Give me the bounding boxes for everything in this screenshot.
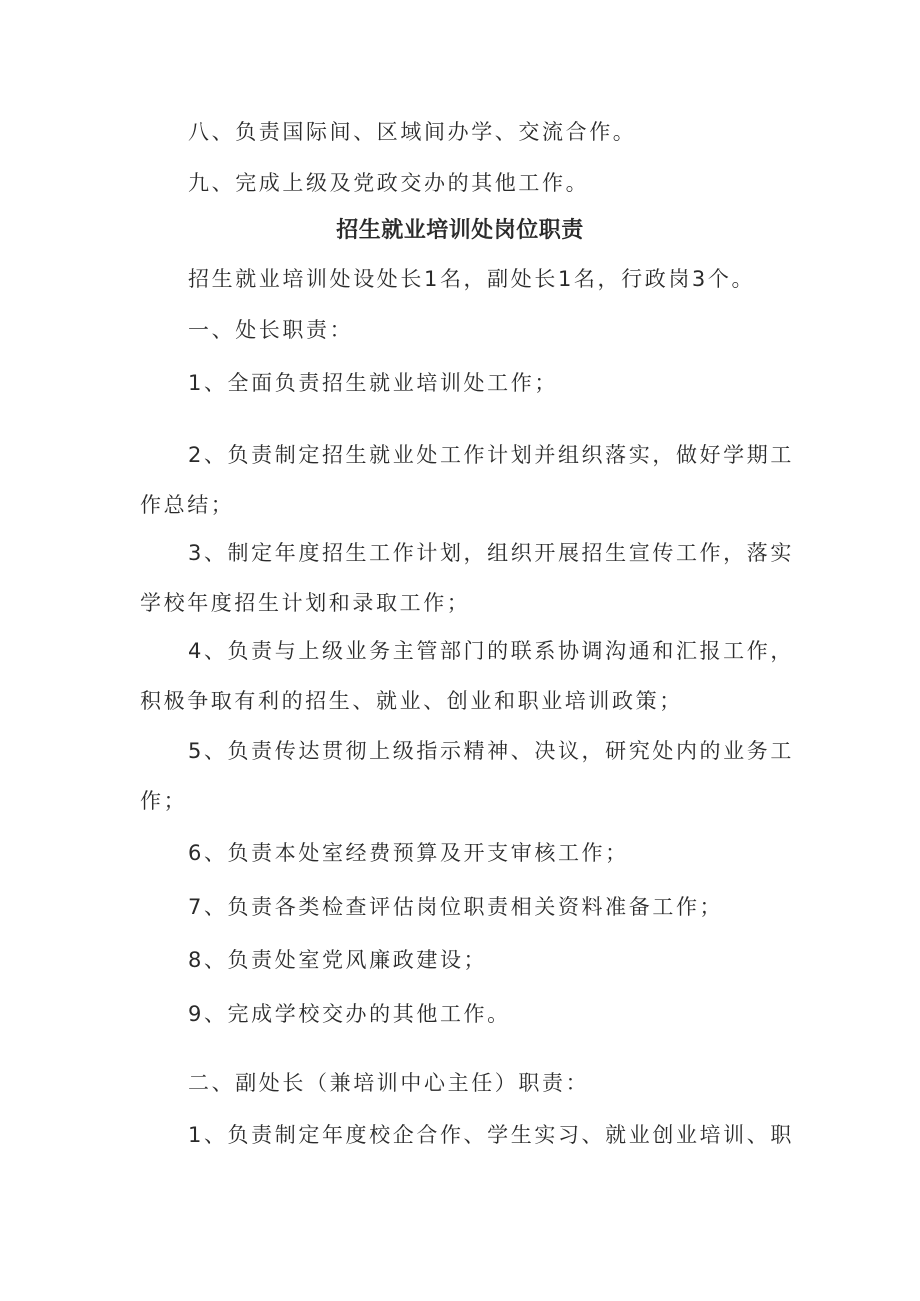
paragraph-item-9: 九、完成上级及党政交办的其他工作。: [188, 171, 590, 195]
director-duty-2-cont: 作总结；: [140, 493, 235, 517]
director-duty-7: 7、负责各类检查评估岗位职责相关资料准备工作；: [188, 895, 724, 919]
director-duty-2: 2、负责制定招生就业处工作计划并组织落实，做好学期工: [188, 443, 794, 467]
director-duty-3-cont: 学校年度招生计划和录取工作；: [140, 591, 471, 615]
director-duty-6: 6、负责本处室经费预算及开支审核工作；: [188, 841, 629, 865]
director-duty-5-cont: 作；: [140, 789, 188, 813]
director-duty-5: 5、负责传达贯彻上级指示精神、决议，研究处内的业务工: [188, 739, 794, 763]
director-duty-1: 1、全面负责招生就业培训处工作；: [188, 371, 558, 395]
staffing-summary: 招生就业培训处设处长1名，副处长1名，行政岗3个。: [188, 267, 756, 291]
director-duty-4-cont: 积极争取有利的招生、就业、创业和职业培训政策；: [140, 689, 683, 713]
director-duty-9: 9、完成学校交办的其他工作。: [188, 1002, 511, 1026]
director-duties-heading: 一、处长职责：: [188, 318, 354, 342]
director-duty-3: 3、制定年度招生工作计划，组织开展招生宣传工作，落实: [188, 541, 794, 565]
deputy-duties-heading: 二、副处长（兼培训中心主任）职责：: [188, 1071, 590, 1095]
director-duty-4: 4、负责与上级业务主管部门的联系协调沟通和汇报工作，: [188, 639, 794, 663]
paragraph-item-8: 八、负责国际间、区域间办学、交流合作。: [188, 120, 637, 144]
director-duty-8: 8、负责处室党风廉政建设；: [188, 948, 488, 972]
deputy-duty-1: 1、负责制定年度校企合作、学生实习、就业创业培训、职: [188, 1123, 794, 1147]
section-title: 招生就业培训处岗位职责: [336, 218, 584, 243]
